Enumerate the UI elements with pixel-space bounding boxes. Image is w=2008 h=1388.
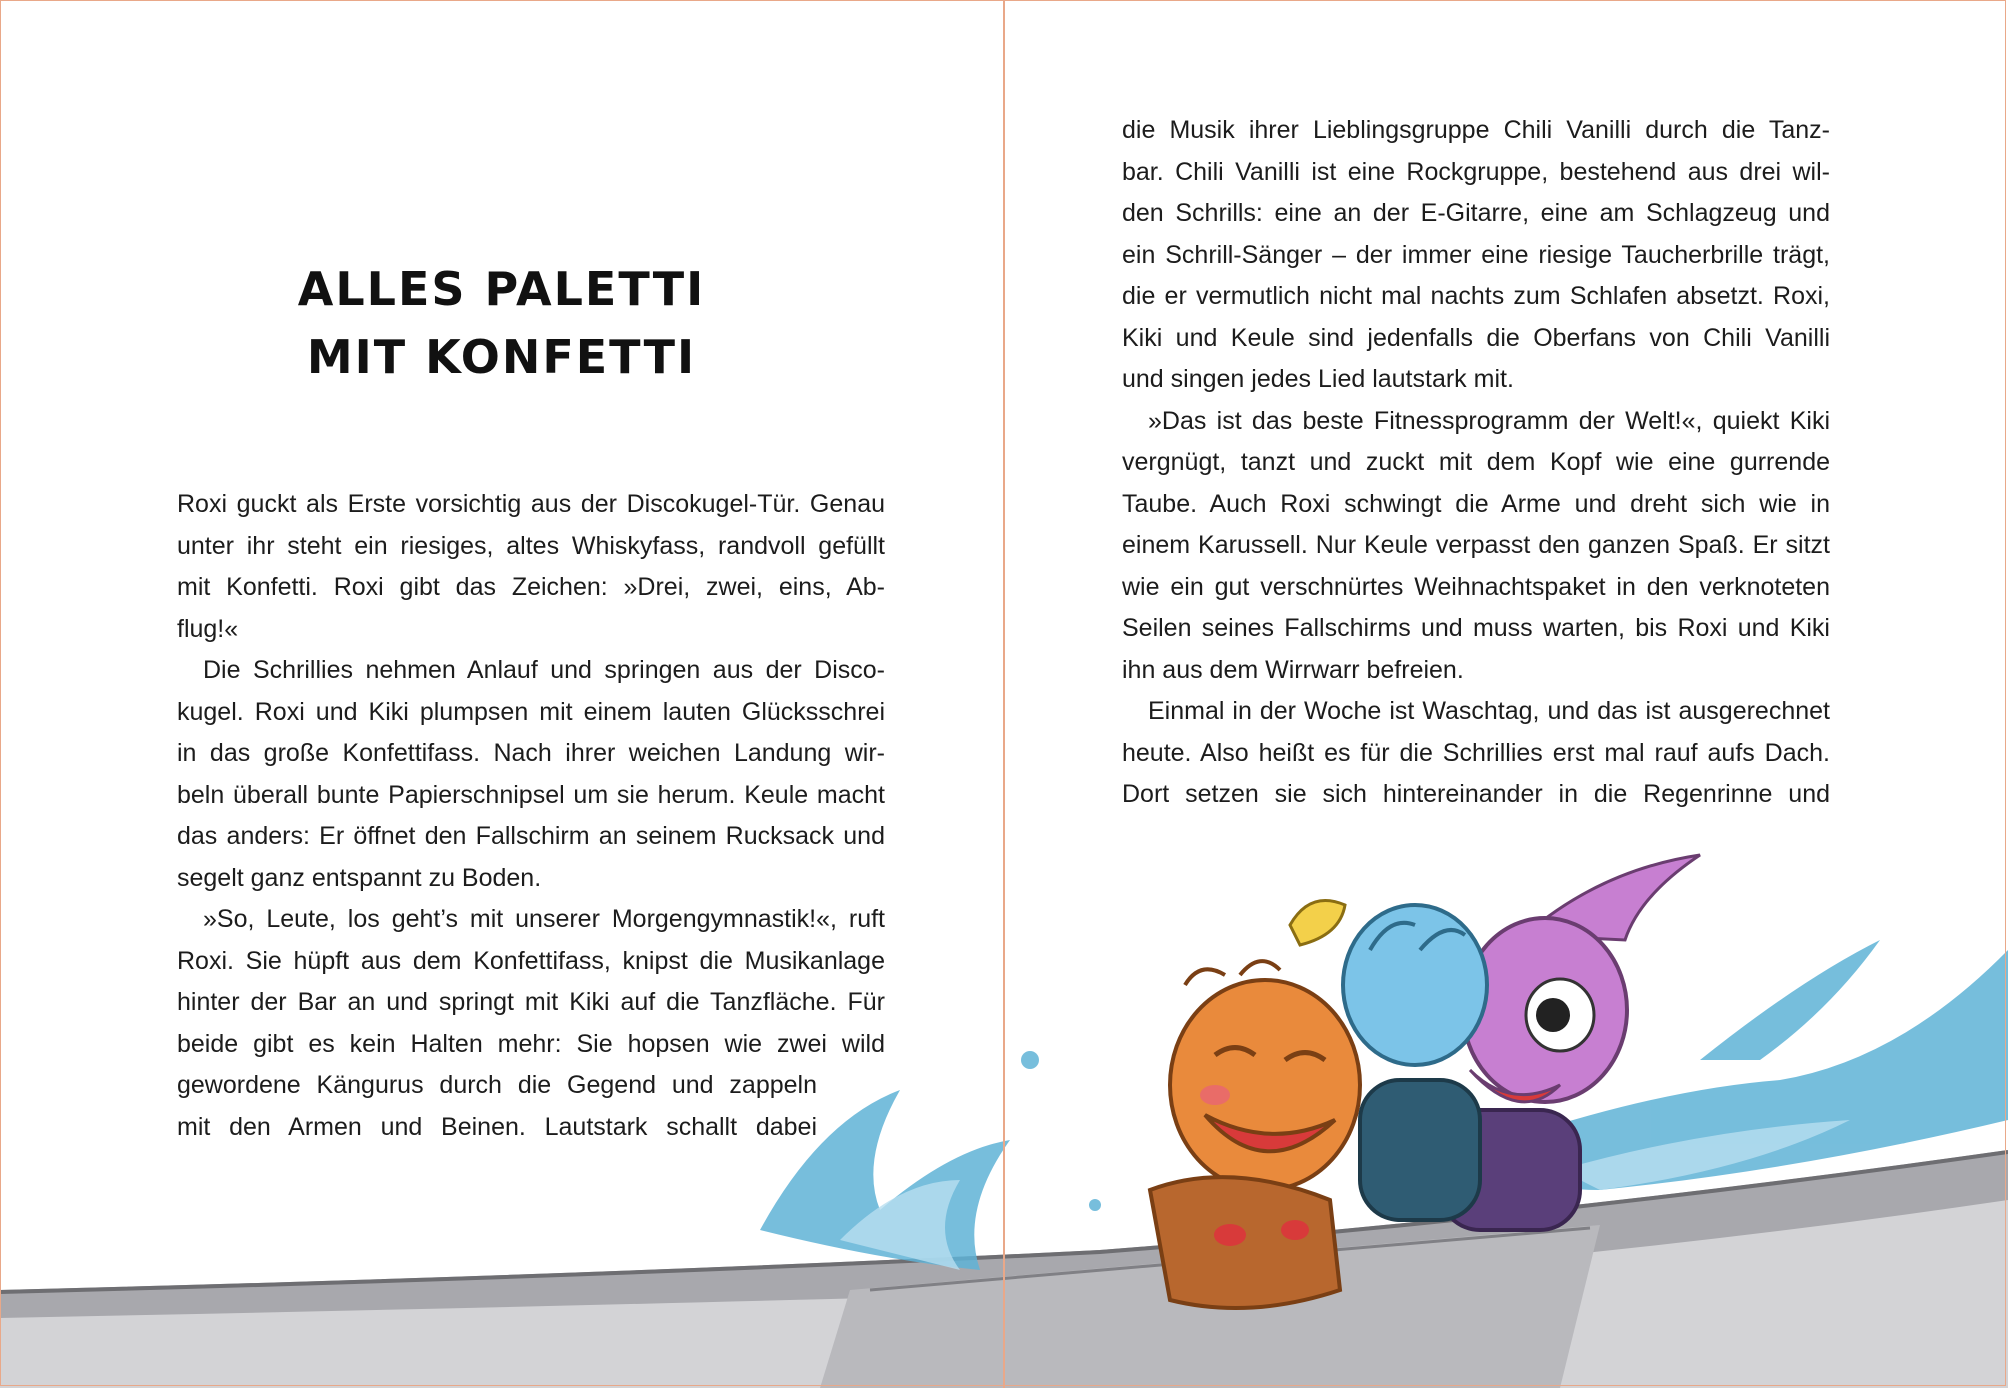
right-page-text-line: die Musik ihrer Lieblingsgruppe Chili Vanilli durch die Tanz- (1122, 116, 1830, 144)
left-page-text-line: segelt ganz entspannt zu Boden. (177, 863, 542, 892)
roxi-character (1150, 961, 1360, 1308)
left-page-text-line: Die Schrillies nehmen Anlauf und springen aus der Disco- (203, 656, 885, 684)
right-page-text-line: Kiki und Keule sind jedenfalls die Oberfans von Chili Vanilli (1122, 323, 1830, 352)
left-page-text-line: Roxi. Sie hüpft aus dem Konfettifass, knipst die Musikanlage (177, 946, 885, 975)
left-page-text-line: mit Konfetti. Roxi gibt das Zeichen: »Drei, zwei, eins, Ab- (177, 573, 885, 601)
left-page-text-line: mit den Armen und Beinen. Lautstark schallt dabei (177, 1112, 817, 1141)
right-page-text (1122, 110, 1830, 816)
right-page-text-line: die er vermutlich nicht mal nachts zum Schlafen absetzt. Roxi, (1122, 282, 1830, 310)
right-page-text-line: einem Karussell. Nur Keule verpasst den ganzen Spaß. Er sitzt (1122, 531, 1830, 559)
left-page-text-line: beln überall bunte Papierschnipsel um sie herum. Keule macht (177, 780, 885, 809)
right-page-text-line: Einmal in der Woche ist Waschtag, und das ist ausgerechnet (1148, 697, 1830, 725)
right-page-text-line: »Das ist das beste Fitnessprogramm der Welt!«, quiekt Kiki (1148, 406, 1830, 435)
chapter-title-line-1: ALLES PALETTI (297, 262, 706, 316)
right-page-text-line: ein Schrill-Sänger – der immer eine riesige Taucherbrille trägt, (1122, 240, 1830, 269)
right-page-text-line: den Schrills: eine an der E-Gitarre, eine am Schlagzeug und (1122, 199, 1830, 227)
book-gutter (1003, 0, 1005, 1388)
right-page-text-line: Seilen seines Fallschirms und muss warten, bis Roxi und Kiki (1122, 614, 1830, 642)
left-page-text-line: hinter der Bar an und springt mit Kiki auf die Tanzfläche. Für (177, 988, 885, 1016)
left-page-text-line: Roxi guckt als Erste vorsichtig aus der Discokugel-Tür. Genau (177, 490, 885, 518)
left-page-text-line: kugel. Roxi und Kiki plumpsen mit einem lauten Glücksschrei (177, 697, 885, 726)
left-page-text-line: »So, Leute, los geht’s mit unserer Morgengymnastik!«, ruft (203, 905, 885, 933)
right-page-text-line: ihn aus dem Wirrwarr befreien. (1122, 655, 1464, 684)
right-page-text-line: und singen jedes Lied lautstark mit. (1122, 365, 1514, 393)
left-page-text-line: flug!« (177, 614, 239, 643)
left-page-text-line: das anders: Er öffnet den Fallschirm an seinem Rucksack und (177, 822, 885, 850)
right-page-text-line: heute. Also heißt es für die Schrillies erst mal rauf aufs Dach. (1122, 738, 1830, 767)
chapter-title-line-2: MIT KONFETTI (306, 330, 697, 384)
left-page-text-line: in das große Konfettifass. Nach ihrer weichen Landung wir- (177, 739, 885, 767)
left-page-text-line: gewordene Kängurus durch die Gegend und zappeln (177, 1071, 817, 1099)
right-page-text-line: vergnügt, tanzt und zuckt mit dem Kopf wie eine gurrende (1122, 448, 1830, 476)
left-page-text-line: beide gibt es kein Halten mehr: Sie hopsen wie zwei wild (177, 1029, 885, 1058)
left-page-text (177, 484, 885, 1148)
left-page-text-line: unter ihr steht ein riesiges, altes Whiskyfass, randvoll gefüllt (177, 531, 885, 560)
right-page-text-line: Taube. Auch Roxi schwingt die Arme und dreht sich wie in (1122, 489, 1830, 518)
right-page-text-line: wie ein gut verschnürtes Weihnachtspaket in den verknoteten (1122, 572, 1830, 601)
right-page-text-line: bar. Chili Vanilli ist eine Rockgruppe, bestehend aus drei wil- (1122, 157, 1830, 186)
right-page-text-line: Dort setzen sie sich hintereinander in die Regenrinne und (1122, 780, 1830, 808)
